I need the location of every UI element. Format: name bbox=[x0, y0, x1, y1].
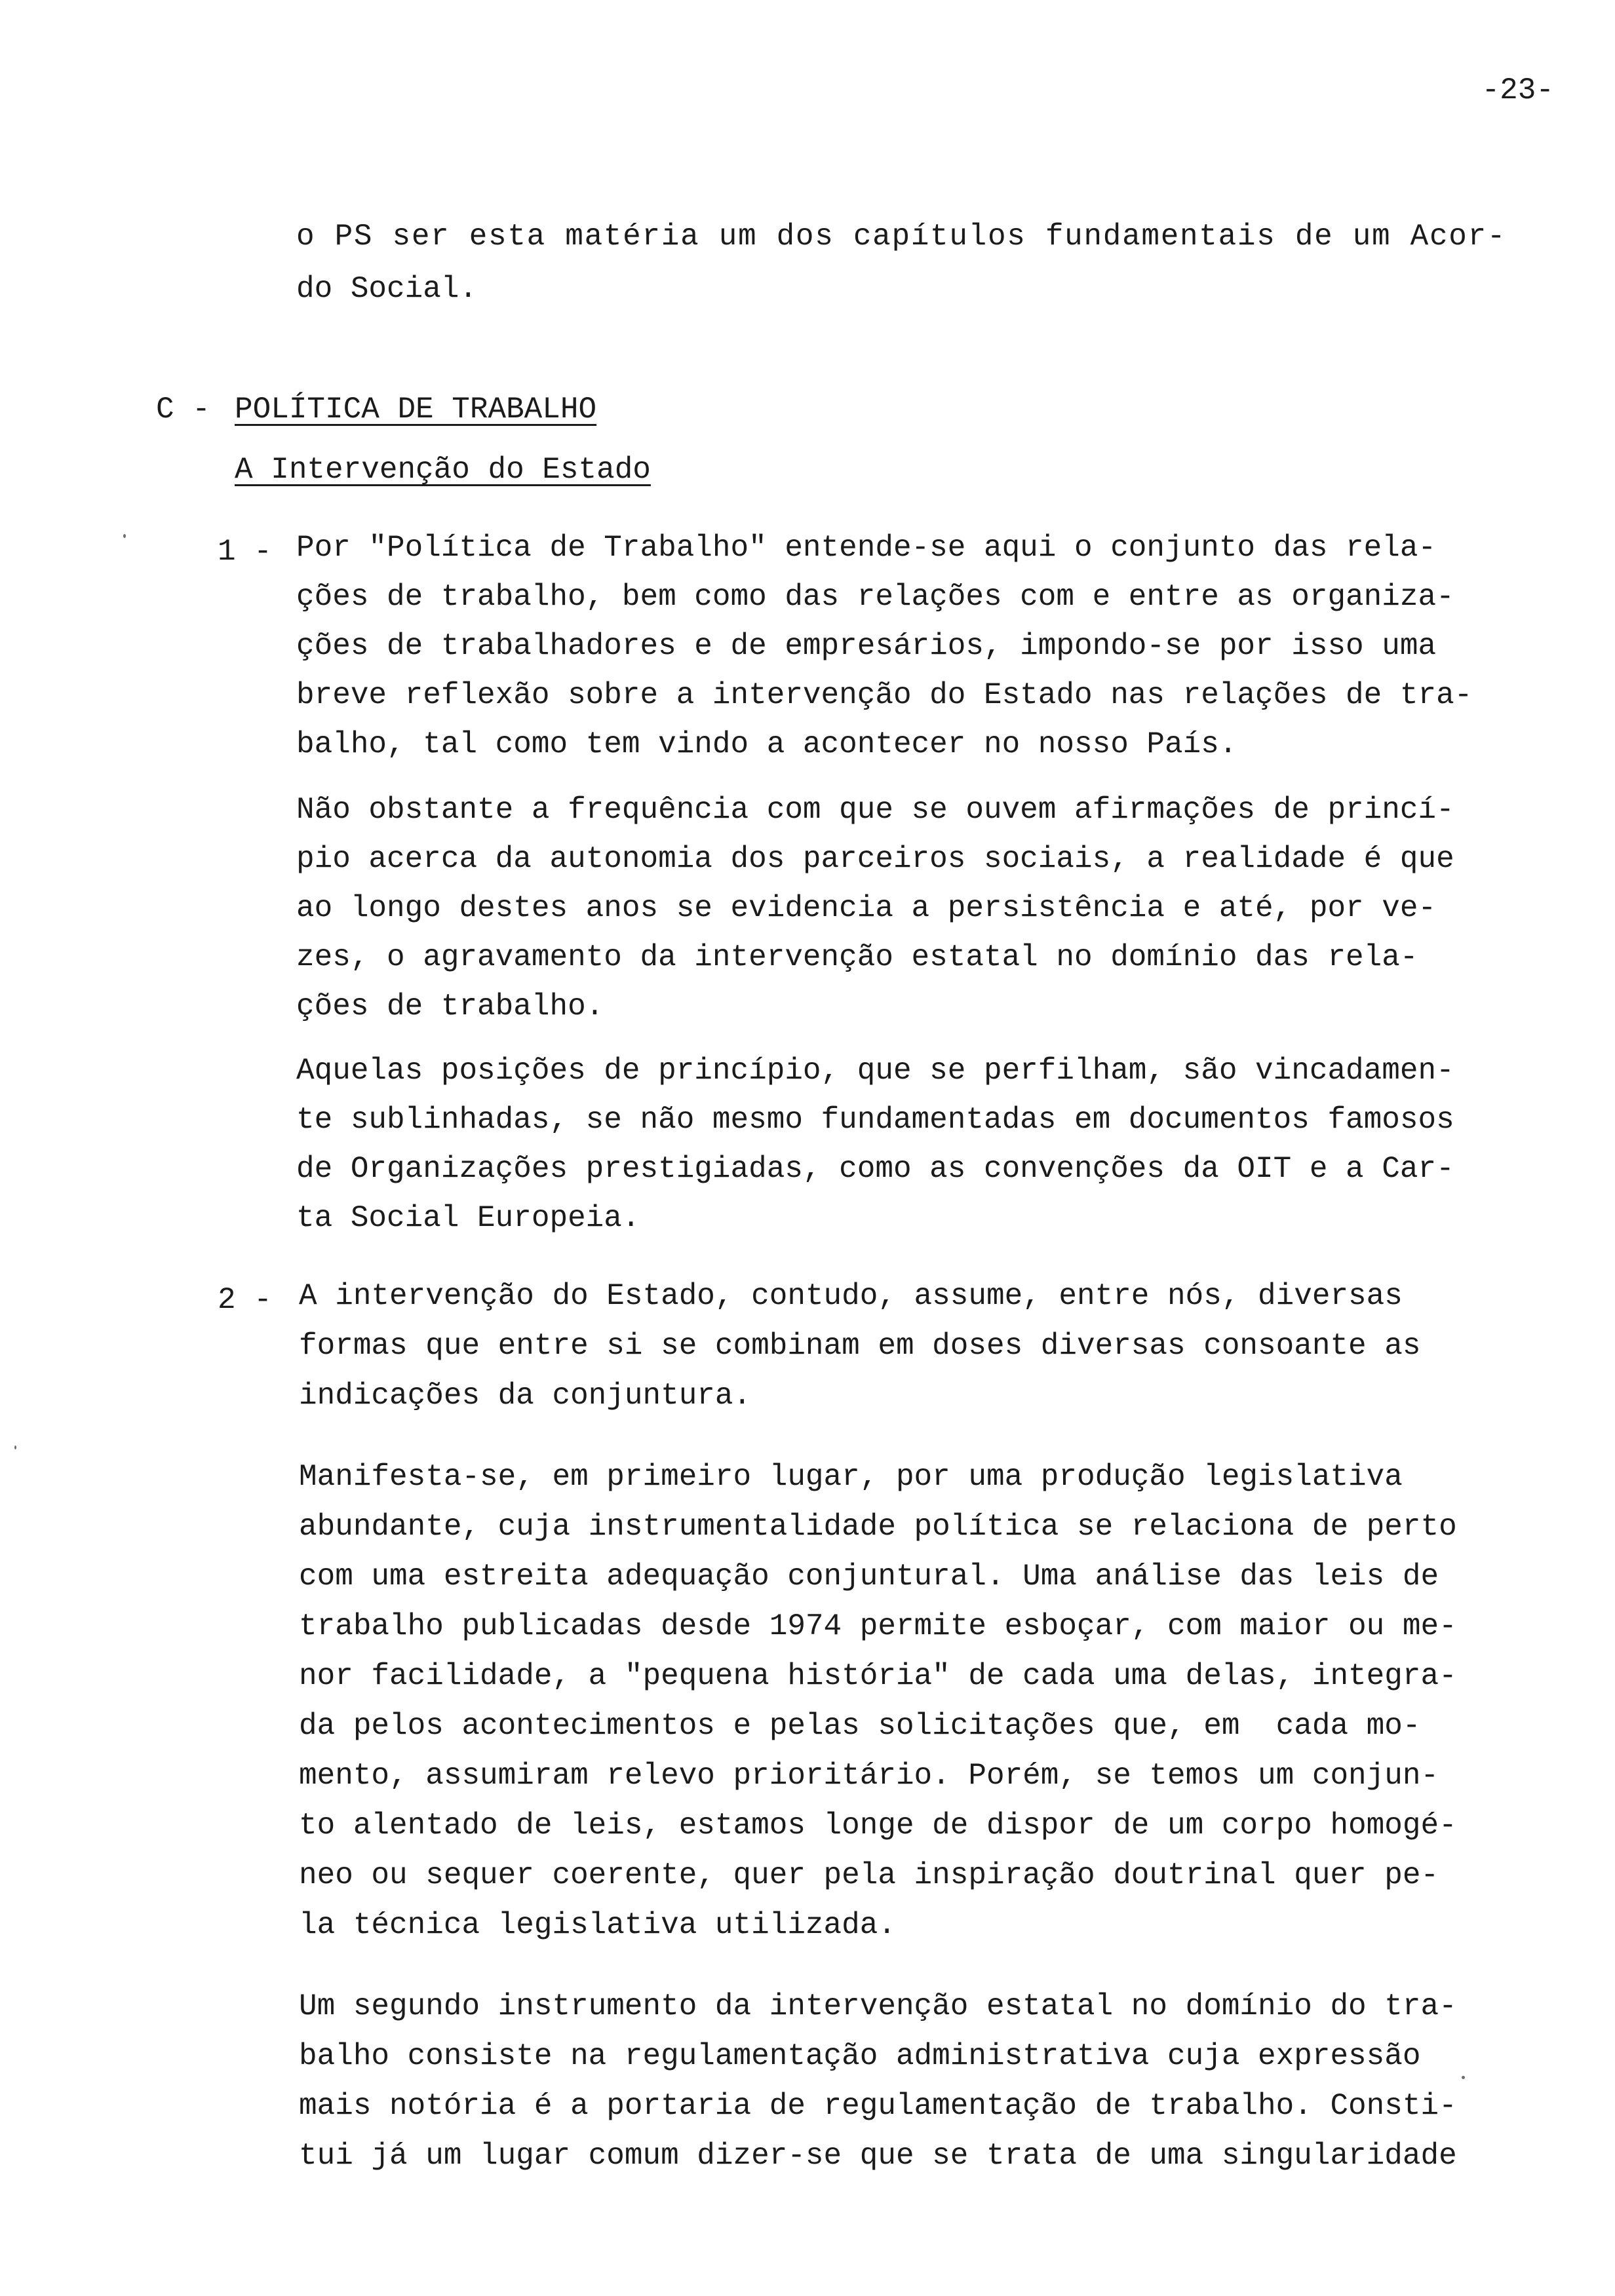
page-number: -23- bbox=[1481, 73, 1554, 107]
text-line: te sublinhadas, se não mesmo fundamentadas em documentos famosos bbox=[296, 1103, 1454, 1137]
text-line: com uma estreita adequação conjuntural. Uma análise das leis de bbox=[299, 1559, 1439, 1594]
text-line: Não obstante a frequência com que se ouvem afirmações de princí- bbox=[296, 793, 1454, 827]
text-line: Por "Política de Trabalho" entende-se aqui o conjunto das rela- bbox=[296, 531, 1437, 565]
text-line: neo ou sequer coerente, quer pela inspiração doutrinal quer pe- bbox=[299, 1858, 1439, 1892]
text-line: ções de trabalhadores e de empresários, impondo-se por isso uma bbox=[296, 629, 1437, 663]
text-line: abundante, cuja instrumentalidade política se relaciona de perto bbox=[299, 1510, 1457, 1544]
text-line: tui já um lugar comum dizer-se que se trata de uma singularidade bbox=[299, 2139, 1457, 2173]
text-line: de Organizações prestigiadas, como as convenções da OIT e a Car- bbox=[296, 1152, 1454, 1186]
text-line: balho, tal como tem vindo a acontecer no nosso País. bbox=[296, 727, 1237, 761]
text-line: trabalho publicadas desde 1974 permite esboçar, com maior ou me- bbox=[299, 1609, 1457, 1643]
scan-speck bbox=[123, 534, 126, 538]
scan-speck bbox=[14, 1445, 16, 1449]
text-line: formas que entre si se combinam em doses diversas consoante as bbox=[299, 1329, 1421, 1363]
text-line: Um segundo instrumento da intervenção estatal no domínio do tra- bbox=[299, 1989, 1457, 2023]
text-line: ções de trabalho. bbox=[296, 989, 604, 1024]
section-letter: C - bbox=[156, 392, 210, 427]
text-line: ções de trabalho, bem como das relações com e entre as organiza- bbox=[296, 580, 1454, 614]
text-line: nor facilidade, a "pequena história" de cada uma delas, integra- bbox=[299, 1659, 1457, 1693]
text-line: A intervenção do Estado, contudo, assume, entre nós, diversas bbox=[299, 1279, 1403, 1313]
text-line: o PS ser esta matéria um dos capítulos fundamentais de um Acor- bbox=[296, 220, 1507, 254]
text-line: balho consiste na regulamentação administrativa cuja expressão bbox=[299, 2039, 1421, 2073]
text-line: breve reflexão sobre a intervenção do Estado nas relações de tra- bbox=[296, 678, 1473, 712]
section-title: POLÍTICA DE TRABALHO bbox=[235, 392, 597, 427]
text-line: da pelos acontecimentos e pelas solicitações que, em cada mo- bbox=[299, 1709, 1421, 1743]
point-number: 2 - bbox=[218, 1283, 272, 1317]
text-line: pio acerca da autonomia dos parceiros sociais, a realidade é que bbox=[296, 842, 1454, 876]
text-line: mais notória é a portaria de regulamentação de trabalho. Consti- bbox=[299, 2089, 1457, 2123]
text-line: ta Social Europeia. bbox=[296, 1201, 640, 1235]
text-line: la técnica legislativa utilizada. bbox=[299, 1908, 896, 1942]
point-number: 1 - bbox=[218, 535, 272, 569]
text-line: indicações da conjuntura. bbox=[299, 1379, 752, 1413]
section-subtitle: A Intervenção do Estado bbox=[235, 453, 651, 487]
text-line: do Social. bbox=[296, 272, 478, 306]
text-line: ao longo destes anos se evidencia a persistência e até, por ve- bbox=[296, 891, 1437, 925]
scan-speck bbox=[1462, 2076, 1465, 2079]
text-line: Manifesta-se, em primeiro lugar, por uma produção legislativa bbox=[299, 1460, 1403, 1494]
text-line: to alentado de leis, estamos longe de dispor de um corpo homogé- bbox=[299, 1808, 1457, 1843]
text-line: zes, o agravamento da intervenção estatal no domínio das rela- bbox=[296, 940, 1418, 974]
text-line: mento, assumiram relevo prioritário. Porém, se temos um conjun- bbox=[299, 1759, 1439, 1793]
text-line: Aquelas posições de princípio, que se perfilham, são vincadamen- bbox=[296, 1054, 1454, 1088]
